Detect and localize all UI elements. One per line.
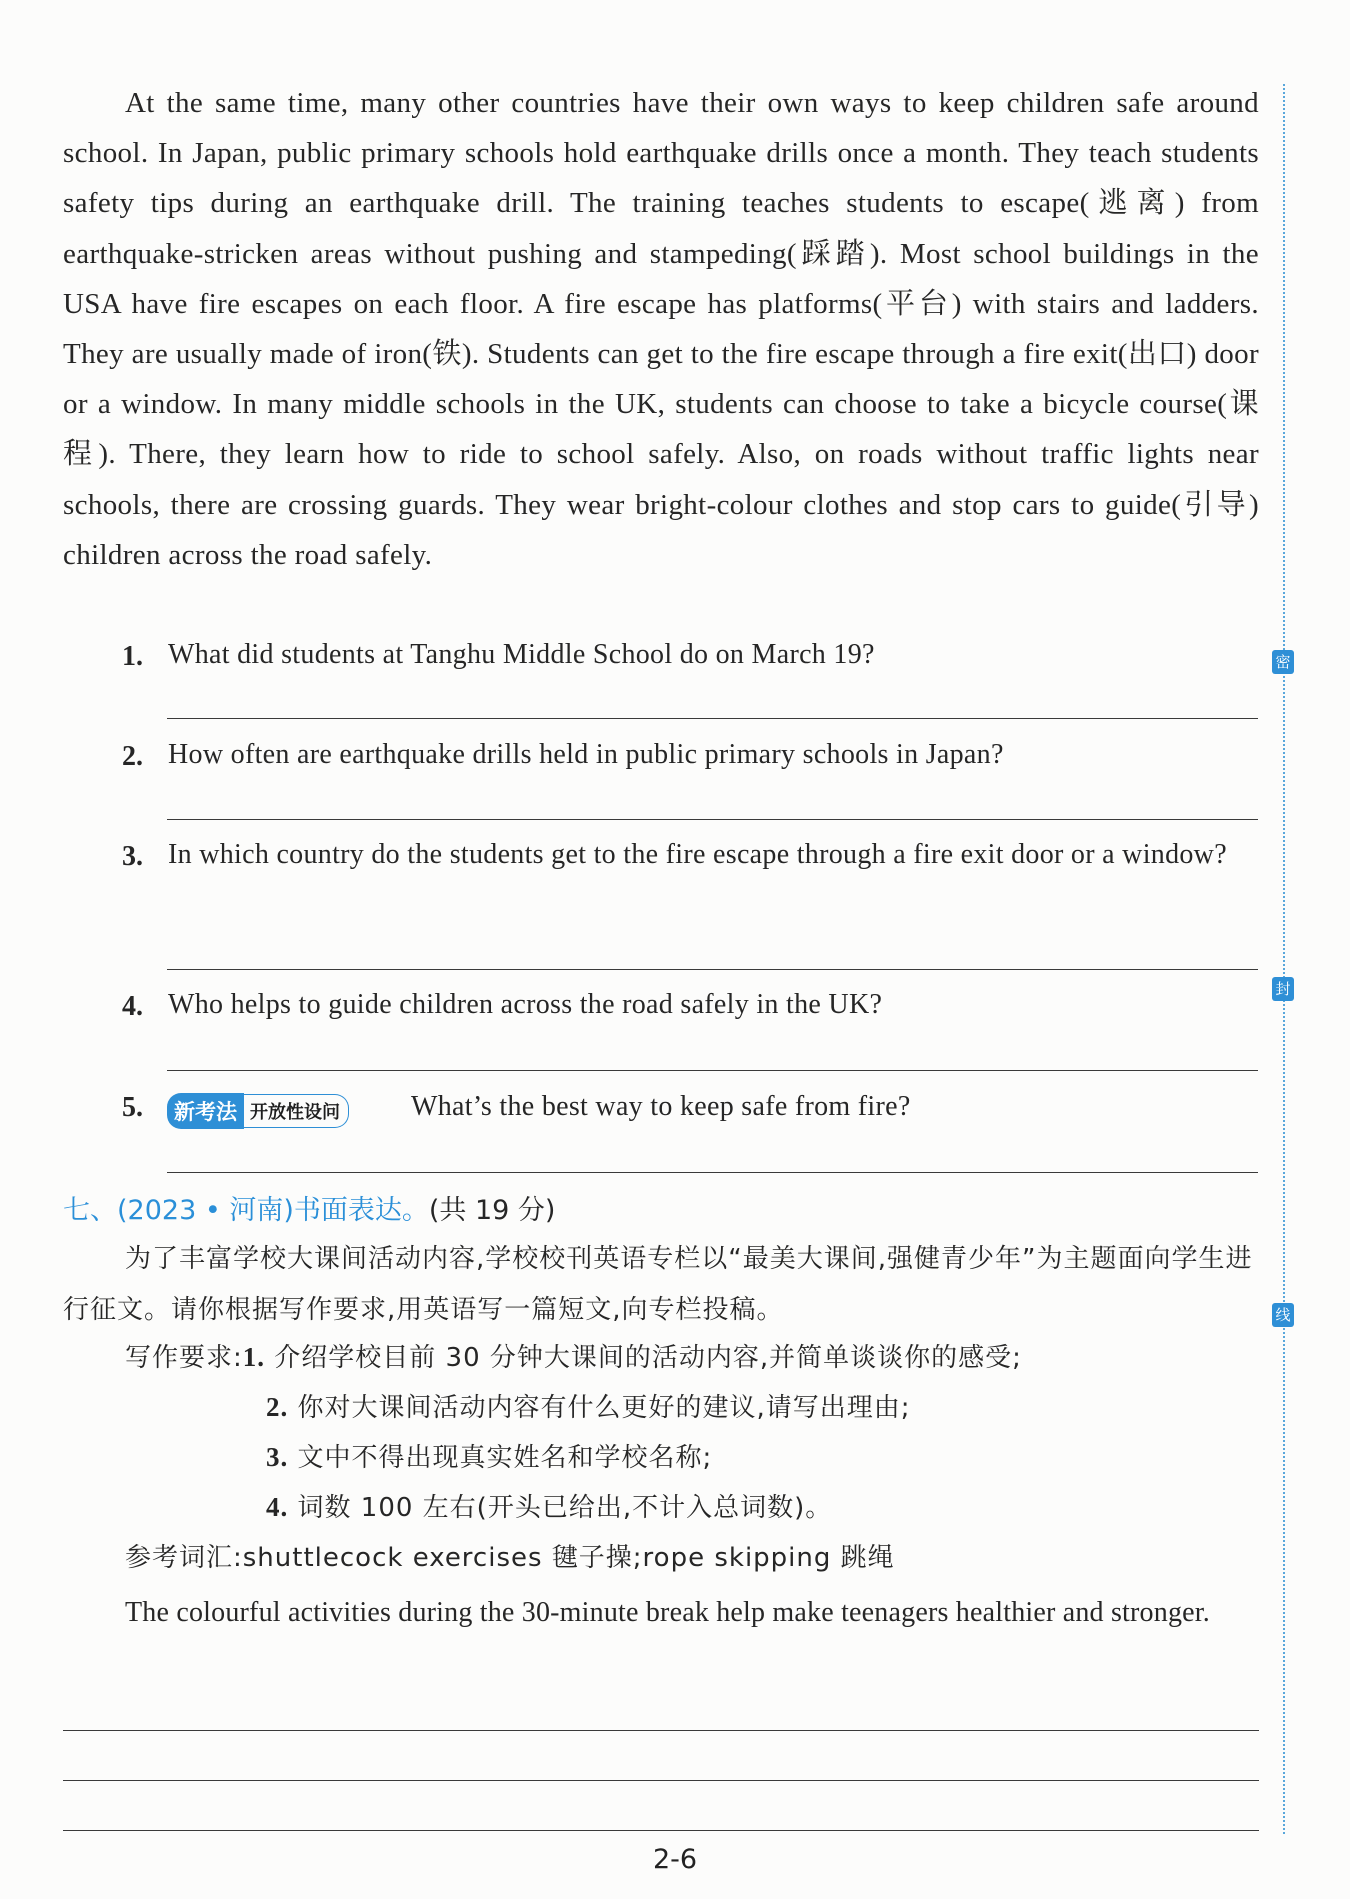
requirement-text: 你对大课间活动内容有什么更好的建议,请写出理由; <box>297 1393 911 1423</box>
open-question-badge: 开放性设问 <box>244 1094 349 1128</box>
question-text: How often are earthquake drills held in public primary schools in Japan? <box>168 739 1004 770</box>
requirement-text: 介绍学校目前 30 分钟大课间的活动内容,并简单谈谈你的感受; <box>274 1343 1022 1373</box>
section-title: 七、(2023 • 河南)书面表达。 <box>63 1195 429 1226</box>
reference-vocabulary: 参考词汇:shuttlecock exercises 毽子操;rope skipping 跳绳 <box>125 1543 895 1573</box>
seal-mark: 线 <box>1272 1303 1294 1327</box>
writing-prompt: 为了丰富学校大课间活动内容,学校校刊英语专栏以“最美大课间,强健青少年”为主题面向学生进行征文。请你根据写作要求,用英语写一篇短文,向专栏投稿。 <box>63 1244 1253 1325</box>
requirement-text: 文中不得出现真实姓名和学校名称; <box>297 1443 713 1473</box>
requirement-item <box>266 1437 712 1474</box>
requirements-label: 写作要求: <box>125 1343 243 1373</box>
answer-line-2[interactable] <box>167 819 1258 820</box>
writing-line[interactable] <box>63 1780 1259 1781</box>
page-number: 2-6 <box>652 1844 698 1875</box>
requirement-item <box>266 1487 832 1524</box>
essay-opening: The colourful activities during the 30-minute break help make teenagers healthier and stronger. <box>125 1597 1210 1628</box>
binding-line <box>1283 84 1285 1834</box>
section-score: (共 19 分) <box>428 1195 556 1226</box>
seal-mark: 密 <box>1272 650 1294 674</box>
requirement-number: 1. <box>242 1342 266 1372</box>
requirement-item <box>266 1387 911 1424</box>
answer-line-5[interactable] <box>167 1172 1258 1173</box>
seal-mark: 封 <box>1272 977 1294 1001</box>
question-text: In which country do the students get to the fire escape through a fire exit door or a window? <box>168 839 1227 870</box>
requirement-number: 2. <box>266 1392 289 1422</box>
question-number: 1. <box>122 641 143 672</box>
answer-line-3[interactable] <box>167 969 1258 970</box>
requirement-number: 4. <box>266 1492 289 1522</box>
question-number: 4. <box>122 991 143 1022</box>
answer-line-4[interactable] <box>167 1070 1258 1071</box>
writing-line[interactable] <box>63 1730 1259 1731</box>
question-text: What’s the best way to keep safe from fire? <box>411 1091 911 1122</box>
writing-line[interactable] <box>63 1830 1259 1831</box>
question-text: Who helps to guide children across the road safely in the UK? <box>168 989 883 1020</box>
reading-passage: At the same time, many other countries have their own ways to keep children safe around school. In Japan, public primary schools hold earthquake drills once a month. They teach students safety tips during an earthquake drill. The training teaches students to escape(逃离) from earthquake-stricken areas without pushing and stampeding(踩踏). Most school buildings in the USA have fire escapes on each floor. A fire escape has platforms(平台) with stairs and ladders. They are usually made of iron(铁). Students can get to the fire escape through a fire exit(出口) door or a window. In many middle schools in the UK, students can choose to take a bicycle course(课程). There, they learn how to ride to school safely. Also, on roads without traffic lights near schools, there are crossing guards. They wear bright-colour clothes and stop cars to guide(引导) children across the road safely. <box>63 87 1259 571</box>
answer-line-1[interactable] <box>167 718 1258 719</box>
writing-requirements <box>125 1337 1022 1374</box>
question-number: 5. <box>122 1092 143 1123</box>
requirement-number: 3. <box>266 1442 289 1472</box>
question-number: 3. <box>122 841 143 872</box>
question-tag <box>167 1093 349 1129</box>
new-method-badge: 新考法 <box>167 1093 244 1129</box>
requirement-text: 词数 100 左右(开头已给出,不计入总词数)。 <box>297 1493 833 1523</box>
question-number: 2. <box>122 741 143 772</box>
section-heading <box>63 1188 555 1227</box>
question-text: What did students at Tanghu Middle School do on March 19? <box>168 639 875 670</box>
